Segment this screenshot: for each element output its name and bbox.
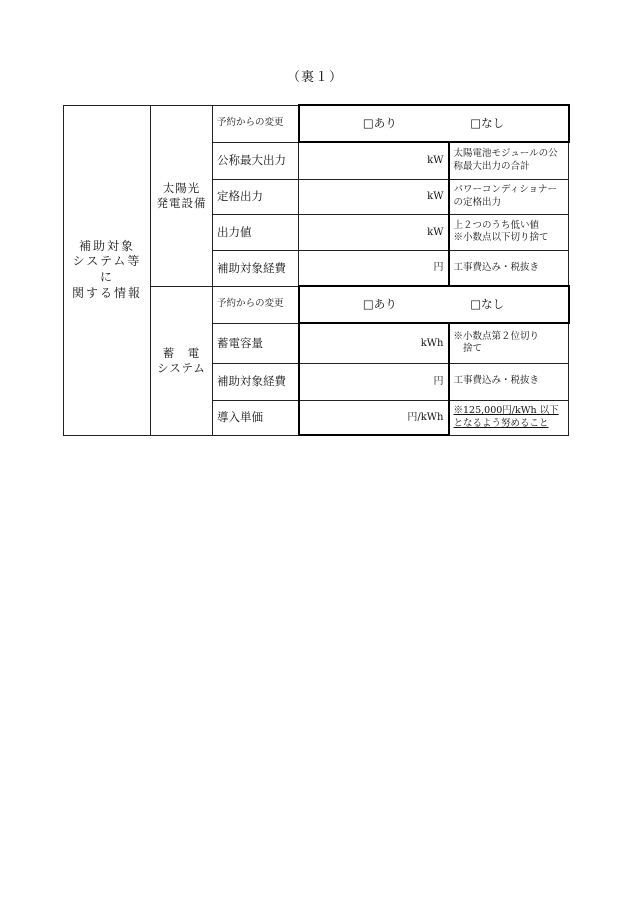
battery-unit-price-input[interactable]: 円/kWh — [299, 400, 449, 435]
page-title: （裏１） — [286, 70, 343, 85]
solar-rated-output-note: パワーコンディショナーの定格出力 — [449, 179, 569, 214]
solar-output-value-input[interactable]: kW — [299, 214, 449, 250]
battery-change-yes-checkbox[interactable]: □あり — [362, 297, 397, 312]
solar-change-row — [64, 105, 569, 142]
battery-subsidy-cost-input[interactable]: 円 — [299, 363, 449, 400]
solar-change-options — [299, 105, 569, 142]
battery-subsidy-cost-label: 補助対象経費 — [213, 363, 299, 400]
solar-subsidy-cost-label: 補助対象経費 — [213, 250, 299, 286]
solar-change-yes-checkbox[interactable]: □あり — [362, 116, 397, 131]
battery-section-label: 蓄 電 システム — [151, 286, 213, 435]
battery-unit-price-note — [449, 400, 569, 435]
solar-output-value-note: 上２つのうち低い値 ※小数点以下切り捨て — [449, 214, 569, 250]
battery-change-no-checkbox[interactable]: □なし — [470, 297, 505, 312]
subsidy-system-info-table — [63, 104, 570, 436]
group-label: 補助対象 システム等に 関する情報 — [64, 105, 151, 435]
solar-nominal-output-label: 公称最大出力 — [213, 142, 299, 179]
solar-rated-output-input[interactable]: kW — [299, 179, 449, 214]
solar-section-label: 太陽光 発電設備 — [151, 105, 213, 286]
battery-capacity-label: 蓄電容量 — [213, 323, 299, 363]
solar-subsidy-cost-input[interactable]: 円 — [299, 250, 449, 286]
solar-subsidy-cost-note: 工事費込み・税抜き — [449, 250, 569, 286]
battery-capacity-input[interactable]: kWh — [299, 323, 449, 363]
solar-nominal-output-note: 太陽電池モジュールの公称最大出力の合計 — [449, 142, 569, 179]
battery-unit-price-label: 導入単価 — [213, 400, 299, 435]
battery-capacity-note: ※小数点第２位切り 捨て — [449, 323, 569, 363]
battery-unit-price-note-text: ※125,000円/kWh 以下 となるよう努めること — [453, 405, 559, 429]
solar-change-label: 予約からの変更 — [213, 105, 299, 142]
solar-output-value-label: 出力値 — [213, 214, 299, 250]
solar-rated-output-label: 定格出力 — [213, 179, 299, 214]
solar-nominal-output-input[interactable]: kW — [299, 142, 449, 179]
battery-change-label: 予約からの変更 — [213, 286, 299, 323]
solar-change-no-checkbox[interactable]: □なし — [470, 116, 505, 131]
battery-subsidy-cost-note: 工事費込み・税抜き — [449, 363, 569, 400]
battery-change-options — [299, 286, 569, 323]
